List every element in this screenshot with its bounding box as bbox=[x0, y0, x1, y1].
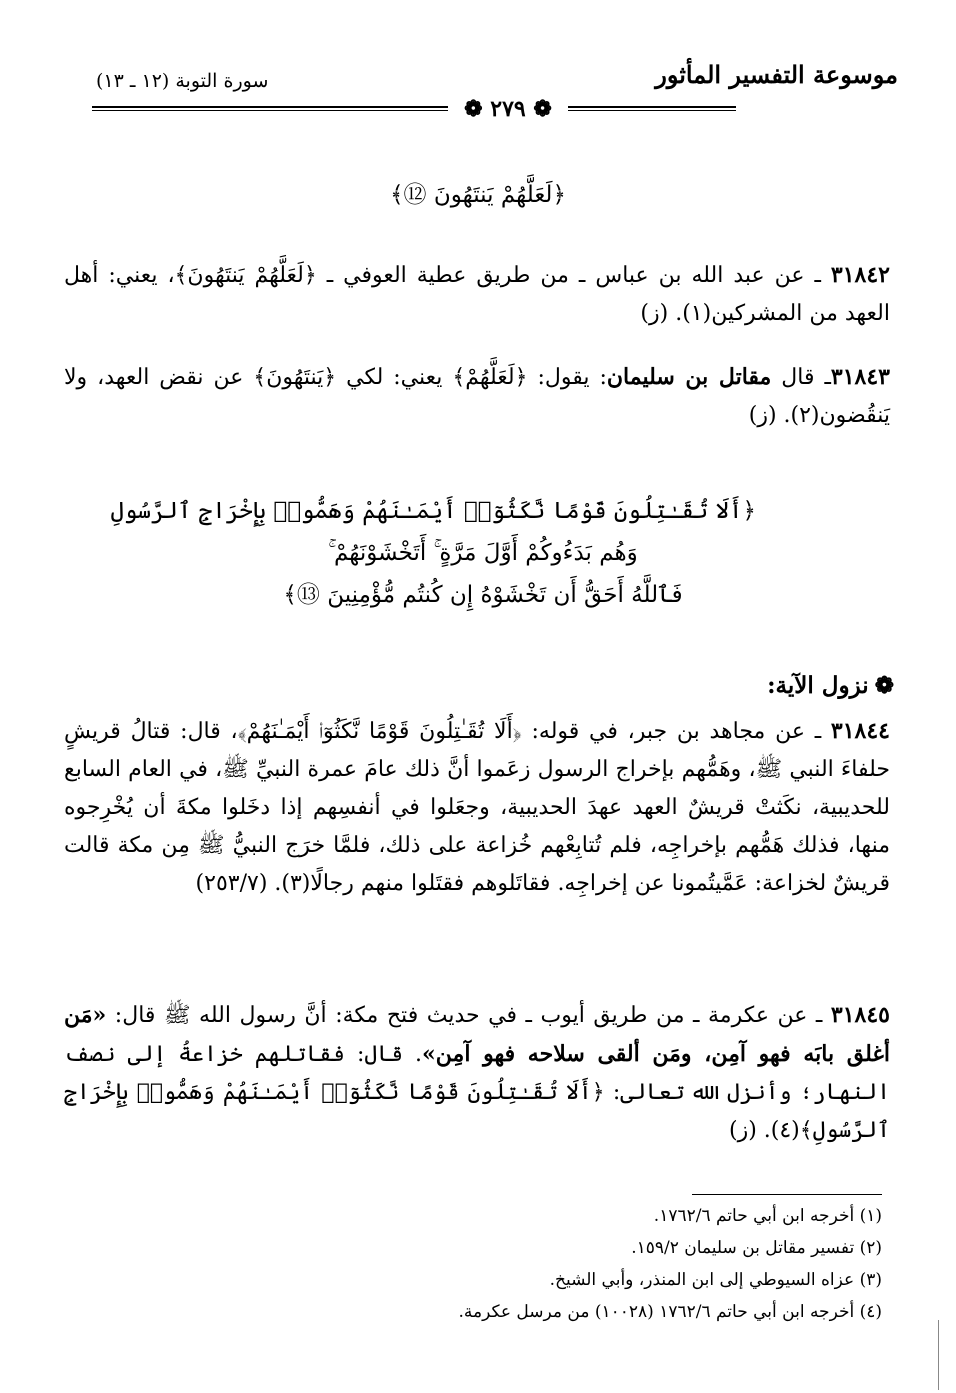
verse-line: وَهُم بَدَءُوكُمْ أَوَّلَ مَرَّةٍ ۚ أَتَخْشَوْنَهُمْ ۚ bbox=[328, 540, 638, 566]
section-heading bbox=[767, 672, 894, 699]
entry-text: ـ عن مجاهد بن جبر، في قوله: ﴿أَلَا تُقَـٰتِلُونَ قَوْمًا نَّكَثُوٓا۟ أَيْمَـٰنَهُمْ﴾، قال: قتالُ قريشٍ حلفاءَ النبي ﷺ، وهَمُّهم بإخراج الرسول زعَموا أنَّ ذلك عامَ عمرة النبيِّ ﷺ، في العام السابع للحديبية، نكَثتْ قريشٌ العهد عهدَ الحديبية، وجعَلوا في أنفسِهم إذا دخَلوا مكةَ أن يُخْرِجوه منها، فذلك هَمُّهم بإخراجِه، فلم تُتابِعْهم خُزاعة على ذلك، فلمَّا خرَج النبيُّ ﷺ مِن مكة قالت قريشٌ لخزاعة: عَمَّيتُمونا عن إخراجِه. فقاتَلوهم فقتَلوا منهم رجالًا(٣). (٢٥٣/٧) bbox=[64, 719, 890, 896]
entry-text: : يقول: ﴿لَعَلَّهُمْ﴾ يعني: لكي ﴿يَنتَهُونَ﴾ عن نقض العهد، ولا يَنقُضون(٢). (ز) bbox=[64, 365, 890, 428]
header-rule-thin bbox=[92, 110, 736, 111]
entry-number: ٣١٨٤٤ bbox=[830, 718, 890, 744]
entry-text-a: ـ عن عكرمة ـ من طريق أيوب ـ في حديث فتح مكة: أنَّ رسول الله ﷺ قال: bbox=[106, 1003, 823, 1028]
entry-intro: ـ قال bbox=[771, 365, 831, 390]
footnote: (٤) أخرجه ابن أبي حاتم ١٧٦٢/٦ (١٠٠٢٨) من مرسل عكرمة. bbox=[458, 1302, 882, 1322]
entry-number: ٣١٨٤٣ bbox=[830, 364, 890, 390]
hadith-quote: «مَن أغلق بابَه فهو آمِن، ومَن ألقى سلاحه فهو آمِن» bbox=[64, 1002, 891, 1067]
entry-text: ـ عن عبد الله بن عباس ـ من طريق عطية العوفي ـ ﴿لَعَلَّهُمْ يَنتَهُونَ﴾، يعني: أهل العهد من المشركين(١). (ز) bbox=[64, 263, 890, 326]
entry-number: ٣١٨٤٥ bbox=[830, 1002, 890, 1028]
surah-reference: سورة التوبة (١٢ ـ ١٣) bbox=[96, 70, 269, 92]
verse-12-ending: ﴿لَعَلَّهُمْ يَنتَهُونَ ⑫﴾ bbox=[390, 182, 566, 208]
page-number-box bbox=[448, 94, 568, 124]
footnote-rule bbox=[692, 1194, 882, 1195]
paragraph-31843 bbox=[64, 358, 890, 435]
page-number: ❁ ٢٧٩ ❁ bbox=[464, 96, 552, 122]
entry-text-b: . قال: فقاتلهم خزاعةُ إلى نصف النهار؛ وأنزل الله تعالى: ﴿أَلَا تُقَـٰتِلُونَ قَوْمًا نَّكَثُوٓا۟ أَيْمَـٰنَهُمْ وَهَمُّوا۟ بِإِخْرَاجِ ٱلرَّسُولِ﴾(٤). (ز) bbox=[64, 1042, 890, 1143]
verse-line: فَٱللَّهُ أَحَقُّ أَن تَخْشَوْهُ إِن كُنتُم مُّؤْمِنِينَ ⑬﴾ bbox=[283, 582, 683, 608]
footnote: (١) أخرجه ابن أبي حاتم ١٧٦٢/٦. bbox=[653, 1206, 882, 1226]
paragraph-31842 bbox=[64, 256, 890, 333]
narrator-name: مقاتل بن سليمان bbox=[606, 364, 772, 390]
verse-line: ﴿أَلَا تُقَـٰتِلُونَ قَوْمًا نَّكَثُوٓا۟ أَيْمَـٰنَهُمْ وَهَمُّوا۟ بِإِخْرَاجِ ٱلرَّسُولِ bbox=[110, 498, 756, 524]
entry-number: ٣١٨٤٢ bbox=[830, 262, 890, 288]
verse-13-block bbox=[110, 490, 756, 616]
paragraph-31844 bbox=[64, 712, 890, 903]
footnote: (٣) عزاه السيوطي إلى ابن المنذر، وأبي الشيخ. bbox=[549, 1270, 882, 1290]
page-edge-line bbox=[938, 1320, 939, 1390]
flower-icon: ❁ bbox=[874, 672, 894, 699]
book-title: موسوعة التفسير المأثور bbox=[655, 60, 898, 89]
section-title: نزول الآية: bbox=[767, 672, 869, 699]
footnote: (٢) تفسير مقاتل بن سليمان ١٥٩/٢. bbox=[631, 1238, 882, 1258]
paragraph-31845 bbox=[64, 996, 890, 1150]
header-rule bbox=[92, 106, 736, 108]
